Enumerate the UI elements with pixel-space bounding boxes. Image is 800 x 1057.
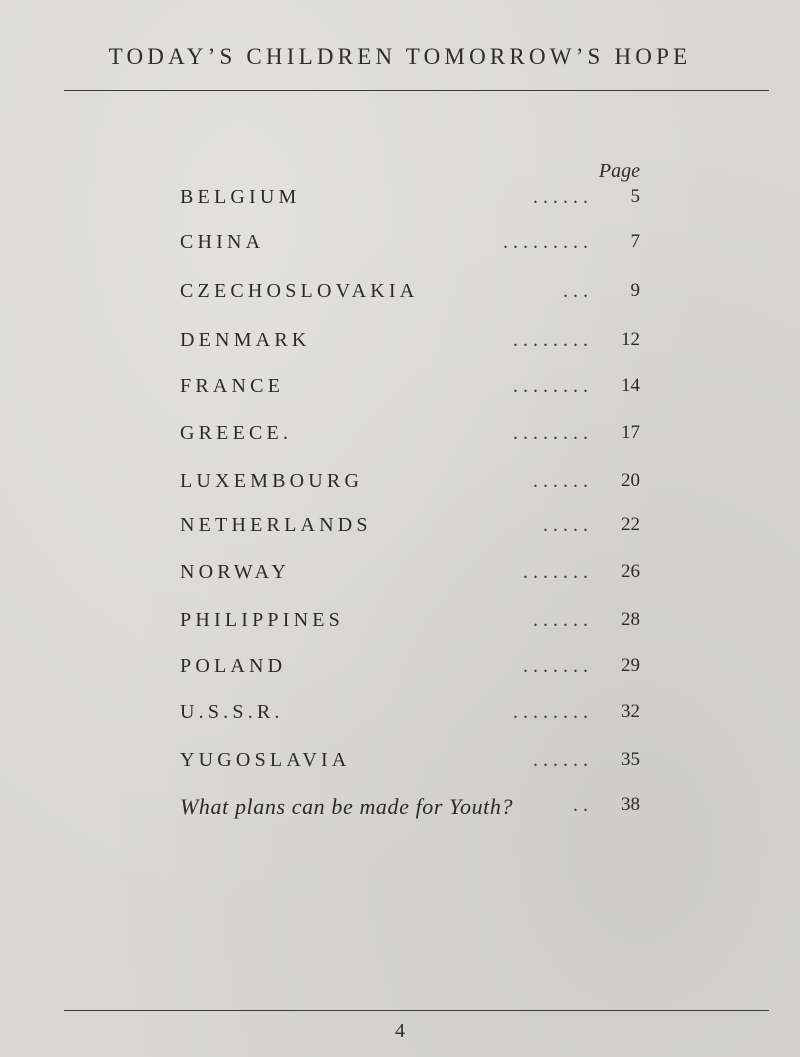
toc-entry-label: GREECE. [180, 422, 293, 444]
toc-entry-label: What plans can be made for Youth? [180, 794, 514, 819]
toc-entry-page: 28 [621, 609, 640, 630]
toc-leader-dots: . . . . . . [533, 186, 588, 208]
toc-entry-page: 35 [621, 749, 640, 770]
toc-leader-dots: . . . . . . . . [513, 701, 588, 723]
toc-entry-youth-plans[interactable] [180, 794, 640, 834]
bottom-rule [64, 1010, 769, 1011]
top-rule [64, 90, 769, 91]
toc-entry-page: 29 [621, 655, 640, 676]
page-column-heading: Page [598, 160, 640, 182]
toc-entry-page: 26 [621, 561, 640, 582]
toc-entry-czechoslovakia[interactable] [180, 280, 640, 320]
toc-leader-dots: . . . . . . . . [513, 422, 588, 444]
toc-entry-page: 7 [630, 231, 640, 252]
toc-entry-page: 14 [621, 375, 640, 396]
toc-entry-luxembourg[interactable] [180, 470, 640, 510]
toc-entry-france[interactable] [180, 375, 640, 415]
toc-entry-page: 22 [621, 514, 640, 535]
toc-leader-dots: . . . . . . . . [513, 329, 588, 351]
toc-entry-belgium[interactable] [180, 186, 640, 226]
toc-entry-label: CZECHOSLOVAKIA [180, 280, 419, 302]
toc-entry-label: DENMARK [180, 329, 311, 351]
toc-entry-label: BELGIUM [180, 186, 301, 208]
toc-entry-label: NETHERLANDS [180, 514, 372, 536]
toc-leader-dots: . . . . . . . [523, 655, 588, 677]
toc-entry-ussr[interactable] [180, 701, 640, 741]
toc-entry-label: FRANCE [180, 375, 285, 397]
toc-leader-dots: . . . . . [543, 514, 588, 536]
toc-entry-label: U.S.S.R. [180, 701, 284, 723]
toc-entry-poland[interactable] [180, 655, 640, 695]
toc-entry-china[interactable] [180, 231, 640, 271]
toc-entry-page: 17 [621, 422, 640, 443]
page-number: 4 [395, 1020, 405, 1042]
toc-entry-label: LUXEMBOURG [180, 470, 364, 492]
toc-entry-page: 20 [621, 470, 640, 491]
toc-leader-dots: . . [573, 794, 588, 816]
toc-entry-greece[interactable] [180, 422, 640, 462]
toc-entry-norway[interactable] [180, 561, 640, 601]
toc-leader-dots: . . . . . . . . . [503, 231, 588, 253]
toc-leader-dots: . . . . . . [533, 470, 588, 492]
toc-entry-netherlands[interactable] [180, 514, 640, 554]
toc-entry-page: 32 [621, 701, 640, 722]
toc-leader-dots: . . . . . . . [523, 561, 588, 583]
toc-entry-page: 12 [621, 329, 640, 350]
toc-leader-dots: . . . . . . [533, 609, 588, 631]
toc-entry-label: NORWAY [180, 561, 291, 583]
toc-entry-label: POLAND [180, 655, 287, 677]
toc-leader-dots: . . . [563, 280, 588, 302]
toc-entry-label: PHILIPPINES [180, 609, 344, 631]
toc-entry-denmark[interactable] [180, 329, 640, 369]
toc-leader-dots: . . . . . . . . [513, 375, 588, 397]
toc-entry-yugoslavia[interactable] [180, 749, 640, 789]
toc-entry-philippines[interactable] [180, 609, 640, 649]
toc-entry-label: YUGOSLAVIA [180, 749, 351, 771]
toc-entry-page: 5 [630, 186, 640, 207]
toc-entry-label: CHINA [180, 231, 265, 253]
toc-entry-page: 38 [621, 794, 640, 815]
running-head-title: TODAY’S CHILDREN TOMORROW’S HOPE [108, 44, 692, 69]
toc-entry-page: 9 [630, 280, 640, 301]
toc-leader-dots: . . . . . . [533, 749, 588, 771]
